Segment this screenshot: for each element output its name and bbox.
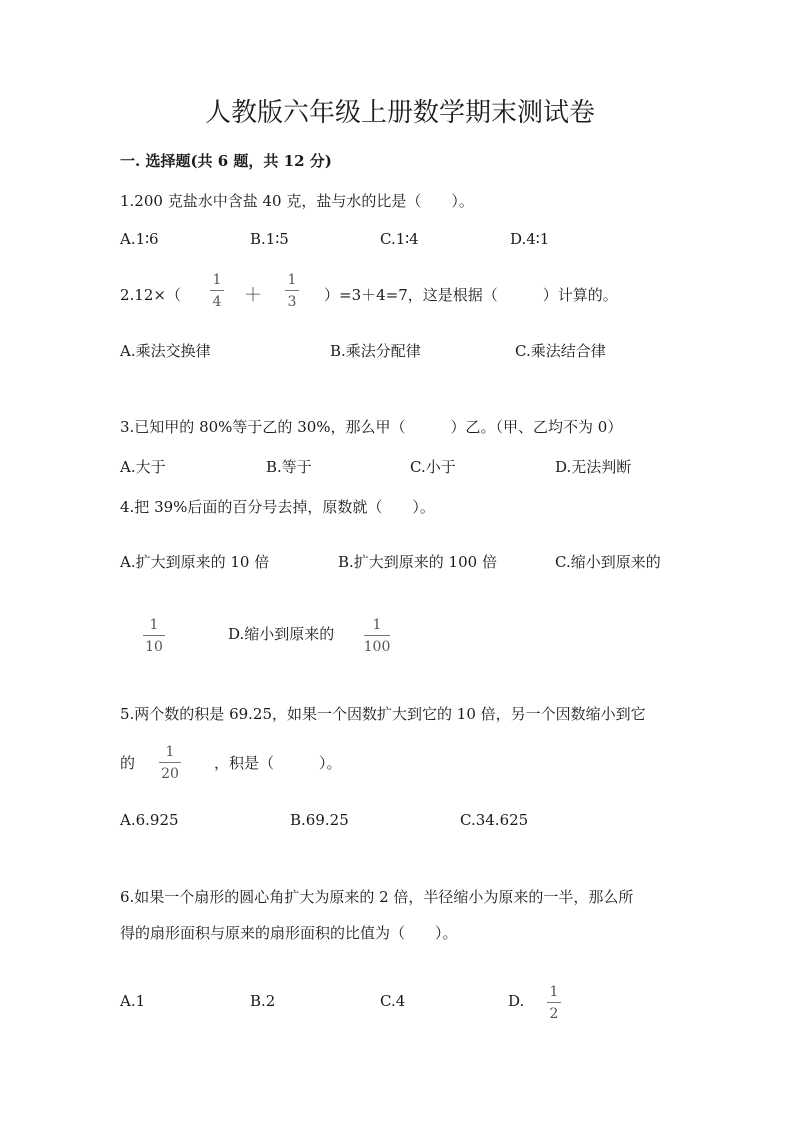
question-4-stem: 4.把 39%后面的百分号去掉，原数就（ ）。 [120, 498, 435, 516]
question-1-stem: 1.200 克盐水中含盐 40 克，盐与水的比是（ ）。 [120, 192, 474, 210]
q4-option-c: C.缩小到原来的 [555, 553, 661, 571]
fraction-one-third: 1 3 [272, 273, 312, 309]
q4-option-d: D.缩小到原来的 [228, 625, 335, 643]
question-5-stem: 5.两个数的积是 69.25，如果一个因数扩大到它的 10 倍，另一个因数缩小到它 [120, 705, 646, 723]
q3-option-d: D.无法判断 [555, 458, 632, 476]
question-6-stem-line1: 6.如果一个扇形的圆心角扩大为原来的 2 倍，半径缩小为原来的一半，那么所 [120, 888, 634, 906]
q4-option-b: B.扩大到原来的 100 倍 [338, 553, 497, 571]
q5-option-b: B.69.25 [290, 811, 349, 829]
question-5-line2-start: 的 [120, 754, 136, 772]
page-title: 人教版六年级上册数学期末测试卷 [204, 98, 595, 128]
question-2-stem-start: 2.12×（ [120, 286, 181, 304]
q6-option-a: A.1 [120, 992, 146, 1010]
q2-option-c: C.乘法结合律 [515, 342, 606, 360]
q2-option-a: A.乘法交换律 [120, 342, 211, 360]
q5-option-c: C.34.625 [460, 811, 529, 829]
fraction-one-tenth: 1 10 [134, 618, 174, 654]
q1-option-a: A.1∶6 [120, 230, 159, 248]
question-6-stem-line2: 得的扇形面积与原来的扇形面积的比值为（ ）。 [120, 924, 458, 942]
q6-option-b: B.2 [250, 992, 276, 1010]
fraction-one-hundredth: 1 100 [363, 617, 391, 655]
q1-option-d: D.4∶1 [510, 230, 550, 248]
q3-option-c: C.小于 [410, 458, 456, 476]
q3-option-b: B.等于 [266, 458, 312, 476]
q1-option-c: C.1∶4 [380, 230, 419, 248]
q2-option-b: B.乘法分配律 [330, 342, 421, 360]
section-heading: 一. 选择题(共 6 题，共 12 分) [120, 152, 332, 170]
q5-option-a: A.6.925 [120, 811, 179, 829]
question-5-line2-end: ，积是（ ）。 [214, 754, 342, 772]
plus-sign: ＋ [244, 285, 262, 306]
q3-option-a: A.大于 [120, 458, 166, 476]
question-3-stem: 3.已知甲的 80%等于乙的 30%，那么甲（ ）乙。（甲、乙均不为 0） [120, 418, 623, 436]
fraction-one-half: 1 2 [534, 985, 574, 1021]
q6-option-c: C.4 [380, 992, 406, 1010]
question-2-stem-end: ）=3＋4=7，这是根据（ ）计算的。 [324, 286, 618, 304]
fraction-one-quarter: 1 4 [197, 273, 237, 309]
fraction-one-twentieth: 1 20 [150, 745, 190, 781]
q4-option-a: A.扩大到原来的 10 倍 [120, 553, 270, 571]
q1-option-b: B.1∶5 [250, 230, 289, 248]
q6-option-d: D. [508, 992, 525, 1010]
